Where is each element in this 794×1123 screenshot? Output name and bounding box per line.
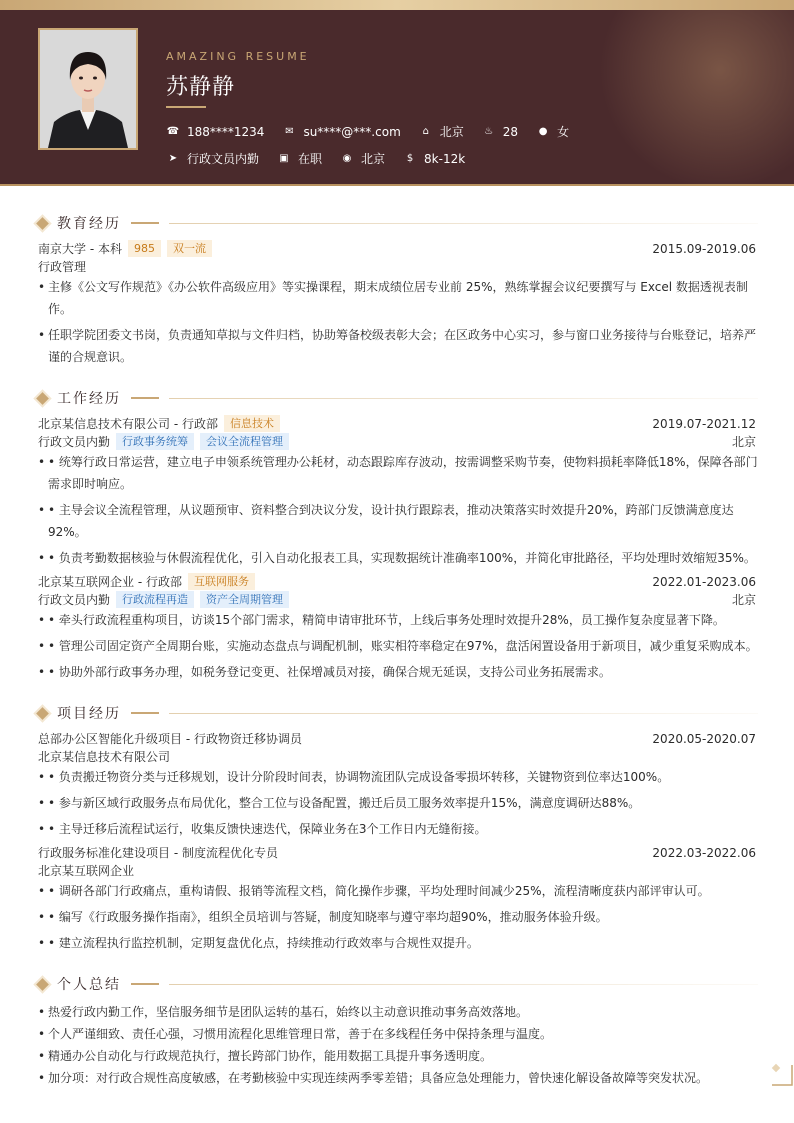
briefcase-icon: ▣ (279, 153, 289, 164)
header-tagline: AMAZING RESUME (166, 50, 310, 63)
info-text: 行政文员内勤 (187, 152, 260, 166)
skill-tag: 行政事务统筹 (116, 433, 194, 450)
list-item: • • 管理公司固定资产全周期台账，实施动态盘点与调配机制，账实相符率稳定在97%，盘活闲置设备用于新项目，减少重复采购成本。 (38, 639, 758, 653)
list-item: • • 协助外部行政事务办理，如税务登记变更、社保增减员对接，确保合规无延误，支持公司业务拓展需求。 (38, 665, 611, 679)
home-icon: ⌂ (422, 126, 429, 137)
diamond-icon (36, 392, 49, 405)
project-date: 2022.03-2022.06 (652, 845, 756, 860)
profile-photo (38, 28, 138, 150)
school-tag: 985 (128, 240, 161, 257)
skill-tag: 资产全周期管理 (200, 591, 289, 608)
phone-icon: ☎ (166, 126, 180, 137)
work-company: 北京某互联网企业 - 行政部 互联网服务 2022.01-2023.06 (38, 574, 756, 589)
job-intent-row (166, 150, 483, 167)
name-underline (166, 106, 206, 108)
info-text: 在职 (298, 152, 323, 166)
diamond-icon (36, 217, 49, 230)
header-divider (0, 184, 794, 186)
top-accent-bar (0, 0, 794, 10)
industry-tag: 信息技术 (224, 415, 280, 432)
candidate-name: 苏静静 (166, 75, 236, 100)
work-role: 行政文员内勤 行政事务统筹 会议全流程管理 北京 (38, 435, 756, 449)
list-item: • 任职学院团委文书岗，负责通知草拟与文件归档，协助筹备校级表彰大会；在区政务中心实习，参与窗口业务接待与台账登记，培养严谨的合规意识。 (38, 328, 757, 364)
list-item: • • 调研各部门行政痛点，重构请假、报销等流程文档，简化操作步骤，平均处理时间减少25%，流程清晰度获内部评审认可。 (38, 884, 710, 898)
info-text: 28 (502, 124, 519, 139)
section-work-title: 工作经历 (34, 388, 758, 408)
education-header (38, 240, 756, 257)
list-item: • • 负责考勤数据核验与休假流程优化，引入自动化报表工具，实现数据统计准确率100%，并简化审批路径，平均处理时效缩短35%。 (38, 551, 756, 565)
project-org: 北京某互联网企业 (38, 864, 135, 878)
info-item (166, 150, 259, 167)
mail-icon: ✉ (285, 126, 294, 137)
list-item: • 个人严谨细致、责任心强，习惯用流程化思维管理日常，善于在多线程任务中保持条理与温度。 (38, 1027, 553, 1041)
info-text: 188****1234 (187, 124, 265, 139)
list-item: • • 主导迁移后流程试运行，收集反馈快速迭代，保障业务在3个工作日内无缝衔接。 (38, 822, 487, 836)
list-item: • • 主导会议全流程管理，从议题预审、资料整合到决议分发，设计执行跟踪表，推动决策落实时效提升20%，跨部门反馈满意度达92%。 (38, 503, 734, 539)
project-title: 行政服务标准化建设项目 - 制度流程优化专员 2022.03-2022.06 (38, 845, 756, 860)
section-education-title: 教育经历 (34, 213, 758, 233)
portrait-image (40, 30, 136, 148)
cake-icon: ♨ (484, 126, 494, 137)
salary-icon: $ (406, 153, 414, 164)
project-org: 北京某信息技术有限公司 (38, 750, 171, 764)
work-date: 2022.01-2023.06 (652, 574, 756, 589)
list-item: • • 牵头行政流程重构项目，访谈15个部门需求，精简申请审批环节，上线后事务处理时效提升28%，员工操作复杂度显著下降。 (38, 613, 725, 627)
project-title: 总部办公区智能化升级项目 - 行政物资迁移协调员 2020.05-2020.07 (38, 731, 756, 746)
info-item (282, 125, 400, 139)
list-item: • 加分项：对行政合规性高度敏感，在考勤核验中实现连续两季零差错；具备应急处理能力，曾快速化解设备故障等突发状况。 (38, 1071, 709, 1085)
list-item: • • 参与新区域行政服务点布局优化，整合工位与设备配置，搬迁后员工服务效率提升15%，满意度调研达88%。 (38, 796, 641, 810)
gender-icon: ● (538, 126, 548, 137)
skill-tag: 行政流程再造 (116, 591, 194, 608)
list-item: • 热爱行政内勤工作，坚信服务细节是团队运转的基石，始终以主动意识推动事务高效落地。 (38, 1005, 529, 1019)
work-date: 2019.07-2021.12 (652, 416, 756, 431)
work-company: 北京某信息技术有限公司 - 行政部 信息技术 2019.07-2021.12 (38, 416, 756, 431)
education-major: 行政管理 (38, 260, 87, 274)
diamond-icon (36, 707, 49, 720)
section-summary-title: 个人总结 (34, 974, 758, 994)
work-city: 北京 (731, 593, 756, 607)
work-city: 北京 (731, 435, 756, 449)
info-item (277, 150, 322, 167)
industry-tag: 互联网服务 (188, 573, 255, 590)
location-icon: ◉ (342, 153, 352, 164)
education-date: 2015.09-2019.06 (652, 241, 756, 256)
info-text: 北京 (439, 125, 464, 139)
list-item: • • 编写《行政服务操作指南》，组织全员培训与答疑，制度知晓率与遵守率均超90%，推动服务体验升级。 (38, 910, 608, 924)
info-item (536, 123, 569, 140)
list-item: • • 负责搬迁物资分类与迁移规划，设计分阶段时间表，协调物流团队完成设备零损坏转移，关键物资到位率达100%。 (38, 770, 670, 784)
info-item (340, 150, 385, 167)
info-item (419, 123, 464, 140)
section-project-title: 项目经历 (34, 703, 758, 723)
work-role: 行政文员内勤 行政流程再造 资产全周期管理 北京 (38, 593, 756, 607)
school-tag: 双一流 (167, 240, 212, 257)
info-text: 8k-12k (424, 151, 466, 166)
list-item: • • 统筹行政日常运营，建立电子申领系统管理办公耗材，动态跟踪库存波动，按需调整采购节奏，使物料损耗率降低18%，保障各部门需求即时响应。 (38, 455, 758, 491)
project-date: 2020.05-2020.07 (652, 731, 756, 746)
info-item (403, 152, 465, 166)
skill-tag: 会议全流程管理 (200, 433, 289, 450)
info-text: 北京 (361, 152, 386, 166)
contact-row (166, 123, 587, 140)
resume-header (0, 10, 794, 186)
diamond-icon (36, 978, 49, 991)
info-item (482, 125, 518, 139)
list-item: • • 建立流程执行监控机制，定期复盘优化点，持续推动行政效率与合规性双提升。 (38, 936, 479, 950)
send-icon: ➤ (168, 153, 178, 164)
corner-ornament-icon (770, 1063, 794, 1087)
school-name: 南京大学 - 本科 (38, 242, 122, 256)
list-item: • 精通办公自动化与行政规范执行，擅长跨部门协作，能用数据工具提升事务透明度。 (38, 1049, 493, 1063)
info-text: 女 (557, 125, 570, 139)
list-item: • 主修《公文写作规范》《办公软件高级应用》等实操课程，期末成绩位居专业前 25%，熟练掌握会议纪要撰写与 Excel 数据透视表制作。 (38, 280, 748, 316)
info-text: su****@***.com (303, 124, 401, 139)
info-item (166, 125, 264, 139)
